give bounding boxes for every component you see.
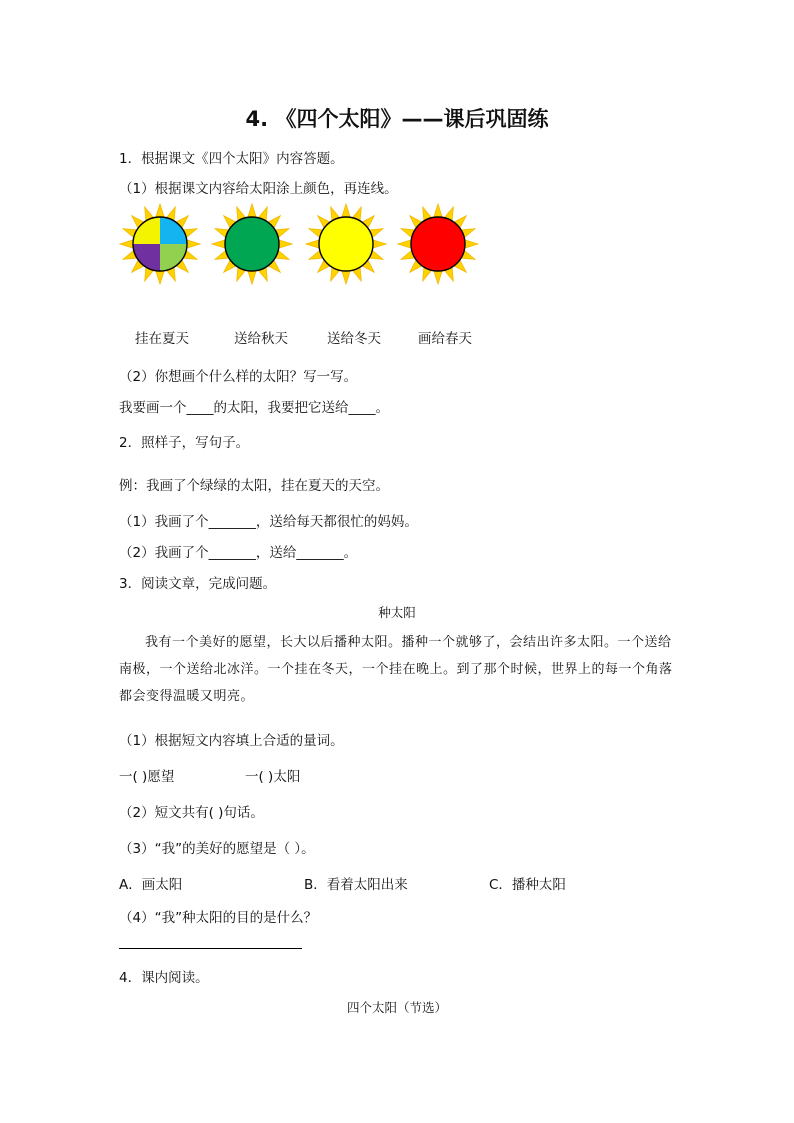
q1-heading: 1．根据课文《四个太阳》内容答题。 [119, 151, 344, 167]
label-autumn: 送给秋天 [234, 331, 288, 347]
label-spring: 画给春天 [418, 331, 472, 347]
sun-green-icon [210, 202, 294, 286]
q2-example: 例：我画了个绿绿的太阳，挂在夏天的天空。 [119, 478, 389, 494]
sun-yellow-icon [304, 202, 388, 286]
q3-sub1: （1）根据短文内容填上合适的量词。 [119, 733, 344, 749]
q3-fill2: 一( )太阳 [245, 769, 301, 785]
q3-heading: 3．阅读文章，完成问题。 [119, 576, 277, 592]
q3-option-c: C．播种太阳 [489, 877, 566, 893]
q2-heading: 2．照样子，写句子。 [119, 435, 250, 451]
q3-sub2: （2）短文共有( )句话。 [119, 805, 264, 821]
answer-line [119, 948, 302, 949]
q3-fill1: 一( )愿望 [119, 769, 175, 785]
q3-sub3: （3）“我”的美好的愿望是（ ）。 [119, 841, 315, 857]
q1-sub2-fill: 我要画一个____的太阳，我要把它送给____。 [119, 400, 389, 416]
q2-s1: （1）我画了个_______，送给每天都很忙的妈妈。 [119, 514, 418, 530]
q4-essay-title: 四个太阳（节选） [346, 1000, 447, 1015]
q1-sub2: （2）你想画个什么样的太阳？写一写。 [119, 369, 358, 385]
label-summer: 挂在夏天 [135, 331, 189, 347]
page-title: 4. 《四个太阳》——课后巩固练 [245, 107, 549, 131]
q3-sub4: （4）“我”种太阳的目的是什么？ [119, 910, 318, 926]
q2-s2: （2）我画了个_______，送给_______。 [119, 545, 358, 561]
q3-essay: 我有一个美好的愿望，长大以后播种太阳。播种一个就够了，会结出许多太阳。一个送给南极，一个送给北冰洋。一个挂在冬天，一个挂在晚上。到了那个时候，世界上的每一个角落都会变得温暖又明亮。 [119, 635, 673, 704]
q4-heading: 4．课内阅读。 [119, 970, 209, 986]
q3-option-a: A．画太阳 [119, 877, 183, 893]
q1-sub1: （1）根据课文内容给太阳涂上颜色，再连线。 [119, 181, 398, 197]
sun-red-icon [396, 202, 480, 286]
q3-option-b: B．看着太阳出来 [304, 877, 408, 893]
sun-four-color-icon [118, 202, 202, 286]
q3-essay-title: 种太阳 [378, 605, 416, 620]
label-winter: 送给冬天 [327, 331, 381, 347]
